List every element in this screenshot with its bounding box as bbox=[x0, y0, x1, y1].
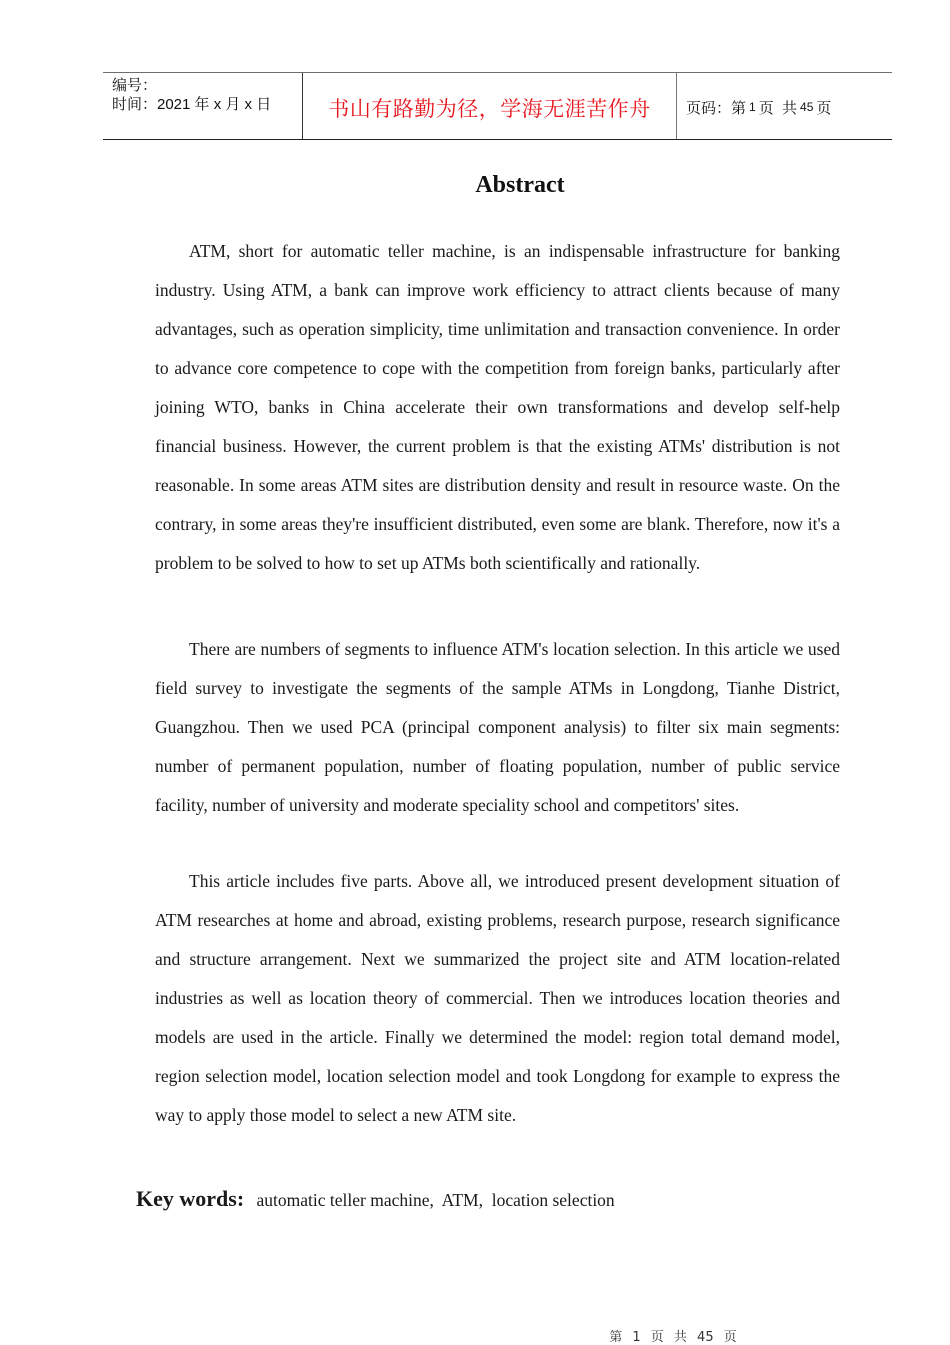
keywords-label: Key words: bbox=[136, 1186, 245, 1211]
abstract-paragraph: ATM, short for automatic teller machine, is an indispensable infrastructure for banking industry. Using ATM, a bank can improve work efficiency to attract clients because of many advantages, such as operation simplicity, time unlimitation and transaction convenience. In order to advance core competence to cope with the competition from foreign banks, particularly after joining WTO, banks in China accelerate their own transformations and develop self-help financial business. However, the current problem is that the existing ATMs' distribution is not reasonable. In some areas ATM sites are distribution density and result in resource waste. On the contrary, in some areas they're insufficient distributed, even some are blank. Therefore, now it's a problem to be solved to how to set up ATMs both scientifically and rationally. bbox=[155, 241, 840, 573]
date-label: 时间：2021 年 x 月 x 日 bbox=[112, 96, 272, 113]
keywords-list: automatic teller machine, ATM, location selection bbox=[256, 1190, 615, 1210]
serial-number-label: 编号： bbox=[112, 77, 158, 94]
abstract-paragraph-1-block bbox=[155, 232, 840, 583]
header-motto: 书山有路勤为径，学海无涯苦作舟 bbox=[328, 97, 651, 121]
abstract-paragraph-3-block bbox=[155, 862, 840, 1135]
header-meta-cell bbox=[103, 73, 303, 139]
header-motto-cell bbox=[303, 73, 677, 139]
page-footer: 第 1 页 共 45 页 bbox=[609, 1330, 737, 1345]
page-total: 45 bbox=[800, 100, 814, 114]
abstract-paragraph-2-block bbox=[155, 630, 840, 825]
page-prefix: 页码：第 bbox=[686, 99, 747, 117]
header-page-cell bbox=[677, 73, 892, 139]
page-mid: 页 共 bbox=[758, 99, 798, 117]
page-current: 1 bbox=[749, 100, 756, 114]
page-suffix: 页 bbox=[816, 99, 832, 117]
document-header-table bbox=[103, 72, 892, 140]
keywords-line bbox=[136, 1186, 615, 1212]
abstract-paragraph: This article includes five parts. Above all, we introduced present development situation of ATM researches at home and abroad, existing problems, research purpose, research significance and structure arrangement. Next we summarized the project site and ATM location-related industries as well as location theory of commercial. Then we introduces location theories and models are used in the article. Finally we determined the model: region total demand model, region selection model, location selection model and took Longdong for example to express the way to apply those model to select a new ATM site. bbox=[155, 871, 840, 1125]
abstract-paragraph: There are numbers of segments to influence ATM's location selection. In this article we used field survey to investigate the segments of the sample ATMs in Longdong, Tianhe District, Guangzhou. Then we used PCA (principal component analysis) to filter six main segments: number of permanent population, number of floating population, number of public service facility, number of university and moderate speciality school and competitors' sites. bbox=[155, 639, 840, 815]
document-title: Abstract bbox=[475, 172, 565, 198]
